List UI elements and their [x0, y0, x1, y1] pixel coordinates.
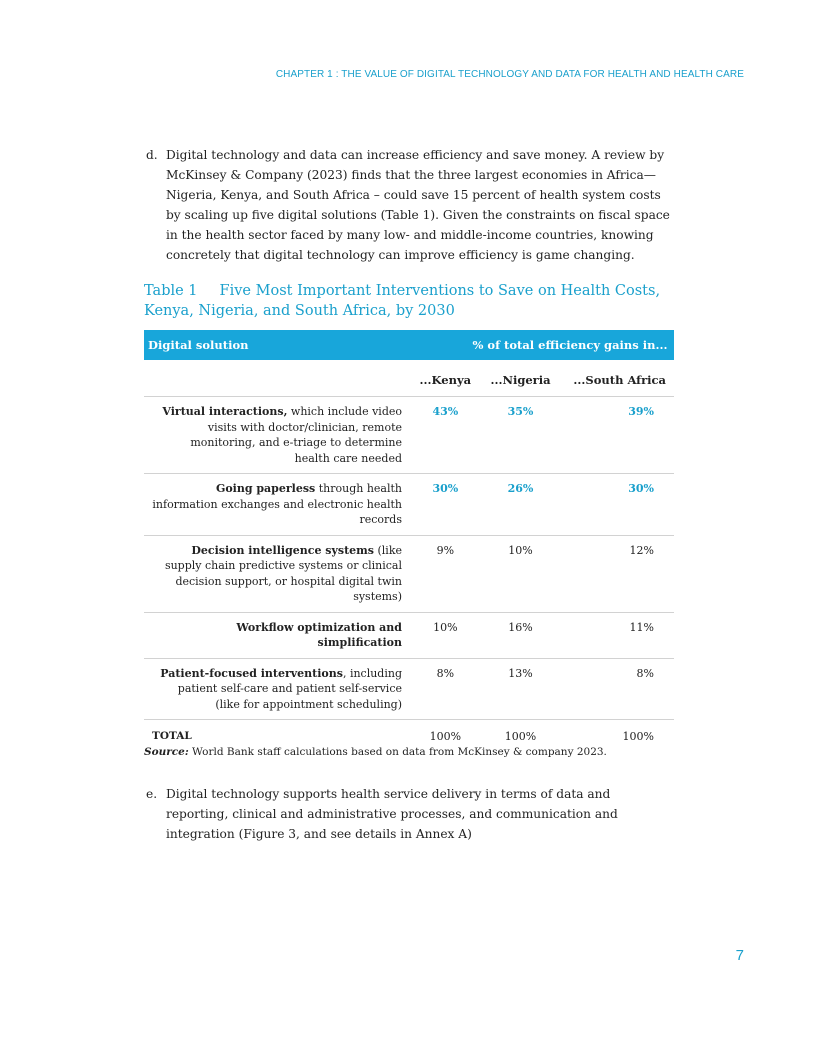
solution-name: Workflow optimization and simplification	[236, 620, 402, 649]
value-kenya: 8%	[410, 658, 481, 720]
table-title	[144, 281, 684, 321]
total-south-africa: 100%	[622, 730, 654, 743]
list-marker: d.	[146, 148, 158, 162]
solution-cell	[144, 658, 410, 720]
list-item-e	[146, 784, 676, 844]
header-efficiency-gains: % of total efficiency gains in...	[410, 330, 674, 360]
table-subheader	[144, 360, 674, 397]
value-nigeria: 26%	[481, 474, 561, 536]
solution-name: Patient-focused interventions	[160, 666, 343, 680]
value-nigeria: 10%	[481, 535, 561, 612]
solution-name: Decision intelligence systems	[191, 543, 374, 557]
efficiency-table	[144, 330, 674, 752]
table-number: Table 1	[144, 283, 198, 299]
subheader-blank	[144, 360, 410, 397]
solution-name: Going paperless	[215, 482, 316, 495]
value-kenya: 43%	[410, 397, 481, 474]
total-nigeria: 100%	[504, 730, 537, 743]
running-header: CHAPTER 1 : THE VALUE OF DIGITAL TECHNOLOGY AND DATA FOR HEALTH AND HEALTH CARE	[275, 69, 744, 80]
table-header-band	[144, 330, 674, 360]
column-kenya: ...Kenya	[410, 360, 481, 397]
table-title-text: Five Most Important Interventions to Save on Health Costs, Kenya, Nigeria, and South Africa, by 2030	[144, 283, 661, 319]
paragraph-text: Digital technology and data can increase efficiency and save money. A review by McKinsey & Company (2023) finds that the three largest economies in Africa—Nigeria, Kenya, and South Africa – could save 15 percent of health system costs by scaling up five digital solutions (Table 1). Given the constraints on fiscal space in the health sector faced by many low- and middle-income countries, knowing concretely that digital technology can improve efficiency is game changing.	[166, 148, 670, 262]
source-note	[144, 746, 607, 758]
list-item-d	[146, 145, 676, 265]
solution-description: (like supply chain predictive systems or clinical decision support, or hospital digital twin systems)	[164, 543, 402, 603]
list-marker: e.	[146, 787, 158, 801]
header-digital-solution: Digital solution	[144, 330, 410, 360]
table-row	[144, 474, 674, 536]
column-south-africa: ...South Africa	[560, 360, 674, 397]
table-row	[144, 397, 674, 474]
column-nigeria: ...Nigeria	[481, 360, 561, 397]
value-kenya: 10%	[410, 612, 481, 658]
page-number: 7	[735, 947, 744, 964]
table-row	[144, 658, 674, 720]
solution-name: Virtual interactions,	[162, 405, 288, 418]
source-text: World Bank staff calculations based on data from McKinsey & company 2023.	[188, 746, 607, 758]
value-nigeria: 13%	[481, 658, 561, 720]
value-kenya: 30%	[410, 474, 481, 536]
value-nigeria: 16%	[481, 612, 561, 658]
solution-description: , including patient self-care and patient self-service (like for appointment scheduling)	[177, 666, 402, 711]
value-south-africa: 11%	[560, 612, 674, 658]
value-nigeria: 35%	[481, 397, 561, 474]
solution-description: which include video visits with doctor/clinician, remote monitoring, and e-triage to determine health care needed	[190, 405, 402, 465]
value-kenya: 9%	[410, 535, 481, 612]
solution-cell	[144, 612, 410, 658]
table-row	[144, 612, 674, 658]
solution-cell	[144, 474, 410, 536]
value-south-africa: 12%	[560, 535, 674, 612]
total-label: TOTAL	[152, 730, 192, 742]
table-row	[144, 535, 674, 612]
value-south-africa: 8%	[560, 658, 674, 720]
solution-description: through health information exchanges and electronic health records	[152, 482, 402, 526]
value-south-africa: 39%	[560, 397, 674, 474]
solution-cell	[144, 535, 410, 612]
source-label: Source:	[144, 746, 189, 758]
paragraph-text: Digital technology supports health service delivery in terms of data and reporting, clinical and administrative processes, and communication and integration (Figure 3, and see details in Annex A)	[166, 787, 618, 841]
total-kenya: 100%	[429, 730, 462, 743]
value-south-africa: 30%	[560, 474, 674, 536]
solution-cell	[144, 397, 410, 474]
